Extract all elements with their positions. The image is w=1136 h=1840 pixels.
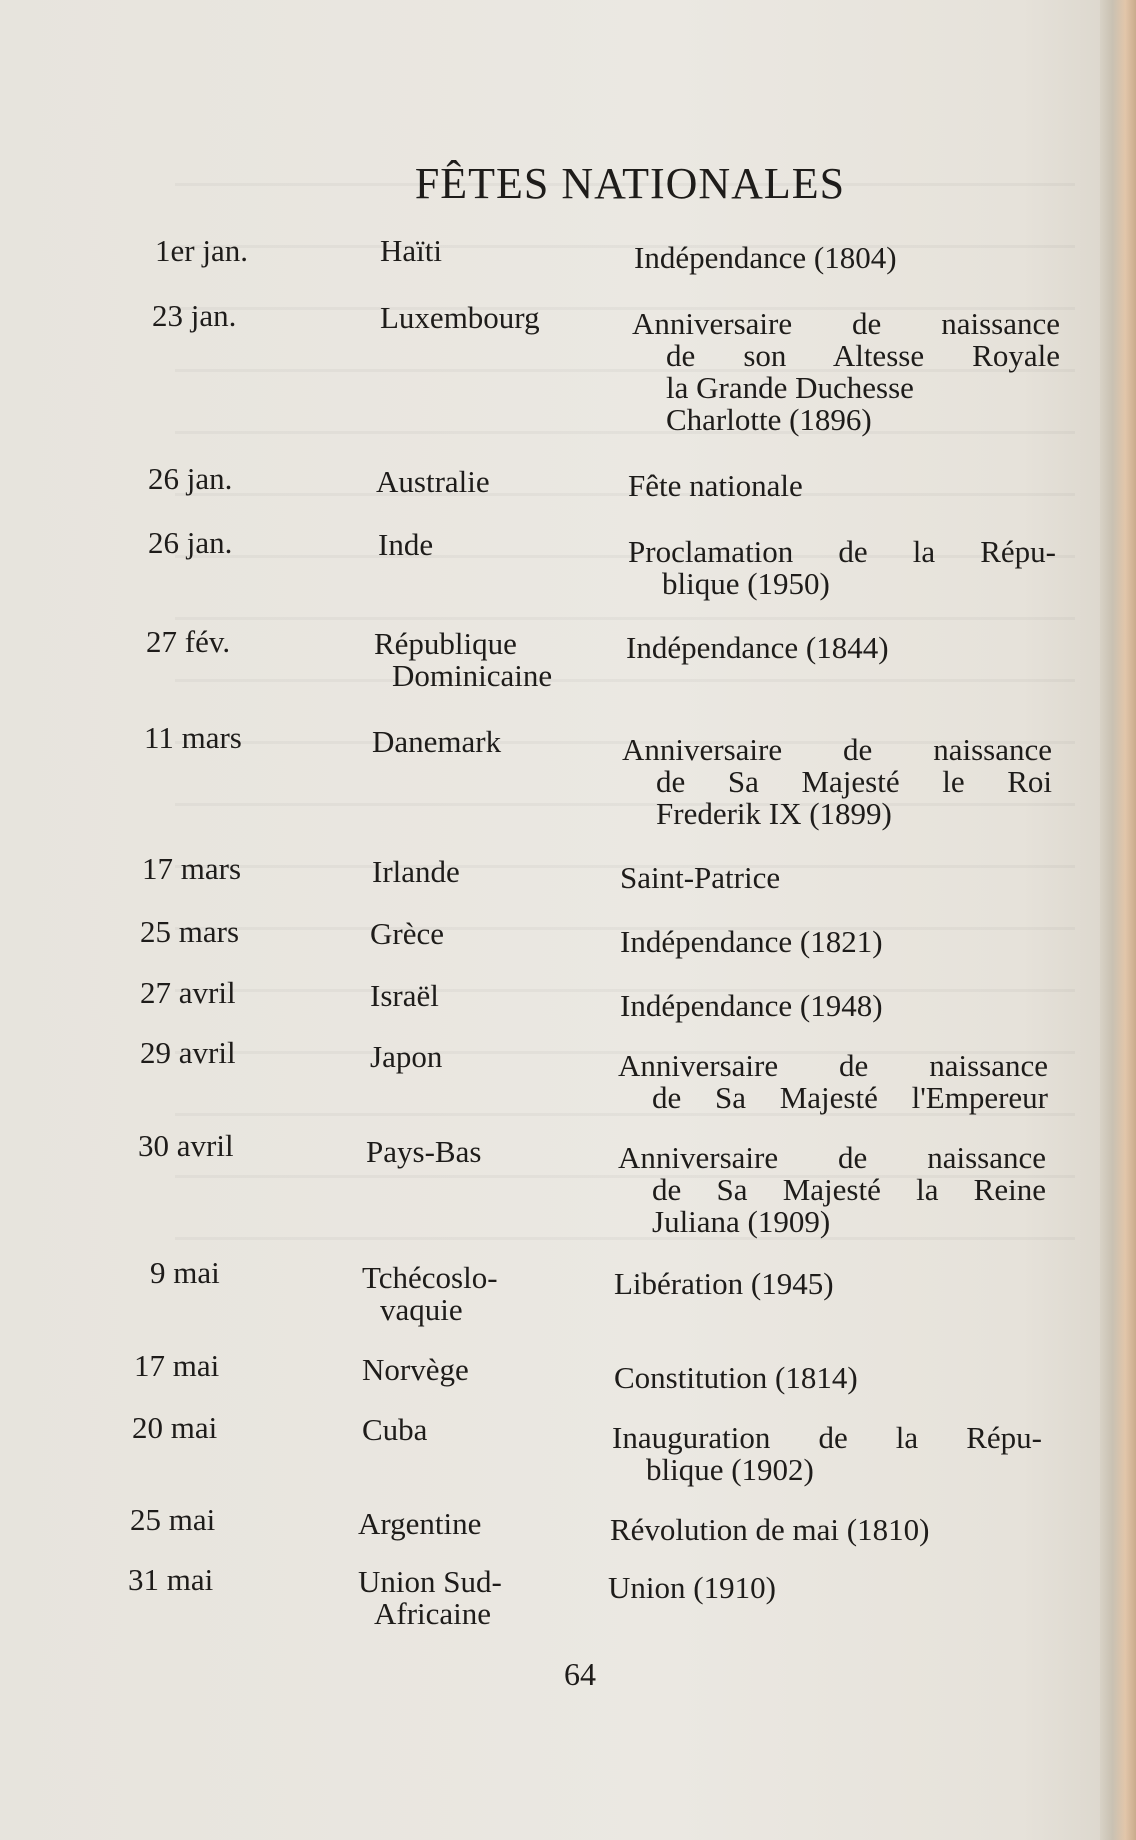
row-country: Irlande [372,854,460,889]
row-event: Indépendance (1821) [620,924,883,959]
page-title: FÊTES NATIONALES [414,159,846,208]
row-date: 26 jan. [148,525,233,560]
row-country: Pays-Bas [366,1134,482,1169]
row-date: 20 mai [132,1410,218,1445]
row-date: 29 avril [140,1035,236,1070]
row-date: 27 avril [140,975,236,1010]
row-event: Indépendance (1804) [634,240,897,275]
row-event: Indépendance (1844) [626,630,889,665]
row-country: Luxembourg [380,300,540,335]
row-event: Indépendance (1948) [620,988,883,1023]
row-event: Anniversaire de naissance de Sa Majesté la Reine Juliana (1909) [618,1140,1046,1239]
row-country: Argentine [358,1506,482,1541]
row-country: Danemark [372,724,502,759]
row-country: République Dominicaine [374,626,553,693]
row-country: Inde [378,527,434,562]
row-country: Cuba [362,1412,428,1447]
row-date: 26 jan. [148,461,233,496]
row-country: Australie [376,464,490,499]
row-event: Révolution de mai (1810) [610,1512,930,1547]
row-country: Haïti [380,233,442,268]
row-event: Constitution (1814) [614,1360,858,1395]
row-date: 17 mars [142,851,242,886]
row-event: Anniversaire de naissance de Sa Majesté le Roi Frederik IX (1899) [622,732,1052,831]
row-country: Tchécoslo- vaquie [362,1260,498,1327]
row-date: 23 jan. [152,298,237,333]
row-country: Union Sud- Africaine [358,1564,502,1631]
page-number: 64 [564,1656,596,1692]
row-country: Japon [370,1039,443,1074]
row-event: Union (1910) [608,1570,776,1605]
row-event: Saint-Patrice [620,860,781,895]
row-country: Grèce [370,916,444,951]
row-date: 25 mars [140,914,240,949]
row-date: 1er jan. [155,233,248,268]
row-event: Inauguration de la Répu- blique (1902) [612,1420,1042,1487]
row-date: 30 avril [138,1128,234,1163]
row-date: 17 mai [134,1348,220,1383]
row-date: 31 mai [128,1562,214,1597]
page-gutter [1100,0,1136,1840]
row-event: Proclamation de la Répu- blique (1950) [628,534,1056,601]
row-date: 25 mai [130,1502,216,1537]
row-country: Norvège [362,1352,469,1387]
row-event: Fête nationale [628,468,803,503]
row-country: Israël [370,978,439,1013]
row-date: 11 mars [144,720,242,755]
row-event: Libération (1945) [614,1266,834,1301]
row-event: Anniversaire de naissance de Sa Majesté l'Empereur [618,1048,1048,1115]
row-date: 27 fév. [146,624,231,659]
row-date: 9 mai [150,1255,220,1290]
row-event: Anniversaire de naissance de son Altesse Royale la Grande Duchesse Charlotte (1896) [632,306,1060,437]
